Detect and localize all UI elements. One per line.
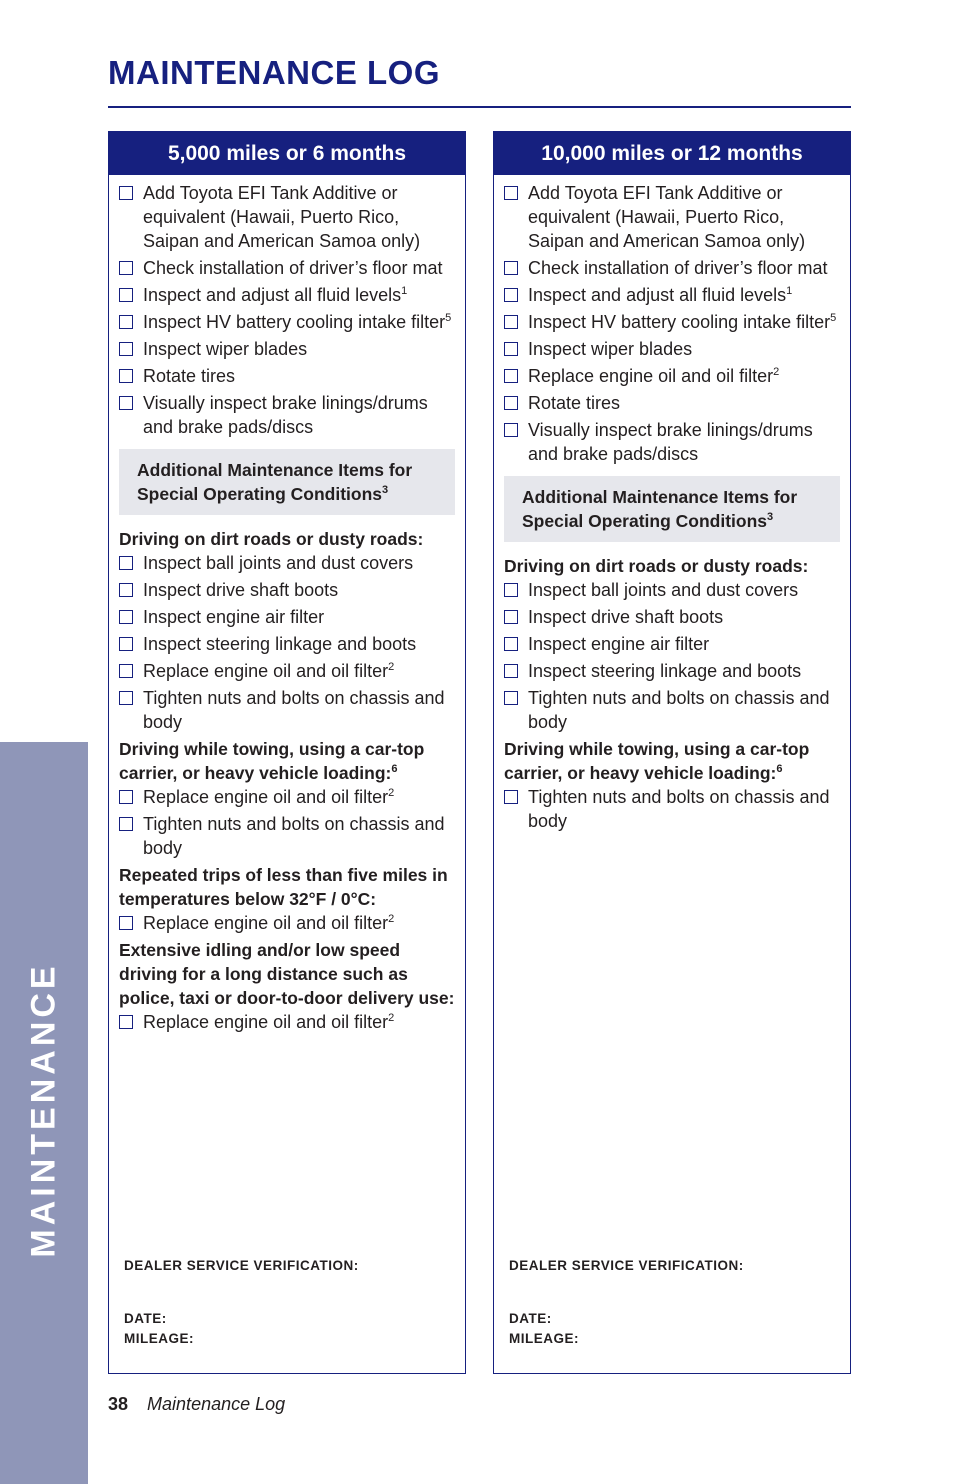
checkbox-square-icon[interactable] [504,288,518,302]
checkbox-square-icon[interactable] [504,369,518,383]
condition-heading-towing [119,737,455,785]
checklist-item [119,181,455,253]
checkbox-square-icon[interactable] [504,186,518,200]
dirt-items-list [504,578,840,734]
maintenance-panel-10000 [493,131,851,1374]
condition-heading-text: Driving while towing, using a car-top carrier, or heavy vehicle loading: [504,739,810,783]
footnote-ref: 2 [388,787,395,799]
checklist-item [504,659,840,683]
checkbox-square-icon[interactable] [119,1015,133,1029]
checkbox-square-icon[interactable] [119,691,133,705]
checklist-item-text: Inspect and adjust all fluid levels$^1$ [143,285,408,305]
dirt-items-list [119,551,455,734]
checkbox-square-icon[interactable] [504,342,518,356]
footnote-ref: 2 [773,366,780,378]
checklist-item [504,578,840,602]
checklist-item [119,364,455,388]
footnote-ref: 6 [776,763,783,776]
footer-title: Maintenance Log [147,1394,286,1414]
footnote-ref: 6 [391,763,398,776]
checklist-item-text: Inspect engine air filter [528,634,710,654]
checklist-item [119,911,455,935]
checklist-item-text: Inspect ball joints and dust covers [143,553,414,573]
checklist-item [504,256,840,280]
checkbox-square-icon[interactable] [504,315,518,329]
checklist-item [119,632,455,656]
regular-items-list [119,181,455,439]
checkbox-square-icon[interactable] [119,186,133,200]
idling-items-list [119,1010,455,1034]
checklist-item-text: Inspect drive shaft boots [143,580,339,600]
verification-label: DEALER SERVICE VERIFICATION: [509,1258,744,1273]
footnote-ref: 3 [382,484,389,497]
panel-body [494,175,850,833]
towing-items-list [119,785,455,860]
checklist-item-text: Tighten nuts and bolts on chassis and body [528,688,830,732]
checklist-item-text: Check installation of driver’s floor mat [528,258,828,278]
checklist-item-text: Inspect engine air filter [143,607,325,627]
footnote-ref: 1 [786,285,793,297]
checklist-item-text: Inspect wiper blades [143,339,308,359]
checkbox-square-icon[interactable] [504,583,518,597]
checklist-item-text: Inspect HV battery cooling intake filter$^5$ [528,312,837,332]
checkbox-square-icon[interactable] [119,288,133,302]
checkbox-square-icon[interactable] [504,691,518,705]
checklist-item-text: Rotate tires [143,366,236,386]
checkbox-square-icon[interactable] [504,423,518,437]
checklist-item-text: Inspect steering linkage and boots [528,661,802,681]
checkbox-square-icon[interactable] [119,261,133,275]
page-footer [108,1394,285,1415]
checklist-item-text: Visually inspect brake linings/drums and brake pads/discs [143,393,428,437]
checklist-item-text: Replace engine oil and oil filter$^2$ [143,913,395,933]
condition-heading-idling: Extensive idling and/or low speed driving for a long distance such as police, taxi or door-to-door delivery use: [119,940,455,1008]
checkbox-square-icon[interactable] [504,664,518,678]
checklist-item [504,605,840,629]
checklist-item [119,283,455,307]
checkbox-square-icon[interactable] [119,369,133,383]
condition-heading-text: Driving while towing, using a car-top carrier, or heavy vehicle loading: [119,739,425,783]
checklist-item [504,283,840,307]
checklist-item-text: Inspect and adjust all fluid levels$^1$ [528,285,793,305]
special-conditions-box [504,476,840,542]
checklist-item [504,364,840,388]
checklist-item [119,785,455,809]
regular-items-list [504,181,840,466]
checklist-item-text: Rotate tires [528,393,621,413]
title-divider [108,106,851,108]
checklist-item-text: Add Toyota EFI Tank Additive or equivalent (Hawaii, Puerto Rico, Saipan and American Samoa only) [143,183,421,251]
checklist-item [504,337,840,361]
special-conditions-title: Additional Maintenance Items for Special Operating Conditions [522,487,798,531]
checklist-item-text: Inspect ball joints and dust covers [528,580,799,600]
page-number: 38 [108,1394,129,1414]
checklist-item-text: Inspect HV battery cooling intake filter$^5$ [143,312,452,332]
checklist-item [119,1010,455,1034]
checklist-item-text: Visually inspect brake linings/drums and brake pads/discs [528,420,813,464]
checklist-item-text: Replace engine oil and oil filter$^2$ [143,661,395,681]
checklist-item-text: Inspect steering linkage and boots [143,634,417,654]
checkbox-square-icon[interactable] [504,610,518,624]
checklist-item-text: Add Toyota EFI Tank Additive or equivalent (Hawaii, Puerto Rico, Saipan and American Samoa only) [528,183,806,251]
cold-items-list [119,911,455,935]
checklist-item [119,391,455,439]
footnote-ref: 2 [388,661,395,673]
checkbox-square-icon[interactable] [119,556,133,570]
checkbox-square-icon[interactable] [504,396,518,410]
special-conditions-box [119,449,455,515]
condition-heading-dirt: Driving on dirt roads or dusty roads: [504,556,809,576]
footnote-ref: 5 [445,312,452,324]
checkbox-square-icon[interactable] [119,610,133,624]
checklist-item-text: Tighten nuts and bolts on chassis and body [528,787,830,831]
checklist-item-text: Replace engine oil and oil filter$^2$ [528,366,780,386]
checklist-item [119,337,455,361]
checkbox-square-icon[interactable] [119,583,133,597]
checklist-item [504,418,840,466]
checklist-item [119,578,455,602]
checklist-item [119,686,455,734]
footnote-ref: 1 [401,285,408,297]
checklist-item [504,391,840,415]
checkbox-square-icon[interactable] [119,637,133,651]
checkbox-square-icon[interactable] [119,790,133,804]
checkbox-square-icon[interactable] [119,664,133,678]
checkbox-square-icon[interactable] [119,342,133,356]
mileage-label: MILEAGE: [124,1331,194,1346]
checklist-item [504,181,840,253]
footnote-ref: 3 [767,511,774,524]
maintenance-panel-5000 [108,131,466,1374]
dealer-verification [509,1256,744,1349]
checklist-item [119,605,455,629]
checklist-item-text: Inspect drive shaft boots [528,607,724,627]
dealer-verification [124,1256,359,1349]
checklist-item [119,659,455,683]
checklist-item-text: Replace engine oil and oil filter$^2$ [143,787,395,807]
checklist-item [119,310,455,334]
checklist-item-text: Check installation of driver’s floor mat [143,258,443,278]
checkbox-square-icon[interactable] [119,817,133,831]
panel-header: 10,000 miles or 12 months [494,132,850,175]
footnote-ref: 5 [830,312,837,324]
panel-header: 5,000 miles or 6 months [109,132,465,175]
checklist-item [119,256,455,280]
checkbox-square-icon[interactable] [504,790,518,804]
checklist-item [504,785,840,833]
checkbox-square-icon[interactable] [119,315,133,329]
checklist-item-text: Tighten nuts and bolts on chassis and body [143,814,445,858]
date-label: DATE: [509,1311,552,1326]
checklist-item [119,551,455,575]
footnote-ref: 2 [388,913,395,925]
verification-label: DEALER SERVICE VERIFICATION: [124,1258,359,1273]
checklist-item-text: Tighten nuts and bolts on chassis and body [143,688,445,732]
checkbox-square-icon[interactable] [504,637,518,651]
sidebar-section-label: MAINTENANCE [24,962,63,1258]
checklist-item-text: Replace engine oil and oil filter$^2$ [143,1012,395,1032]
checklist-item [504,686,840,734]
special-conditions-title: Additional Maintenance Items for Special Operating Conditions [137,460,413,504]
condition-heading-dirt: Driving on dirt roads or dusty roads: [119,529,424,549]
footnote-ref: 2 [388,1012,395,1024]
checklist-item [504,310,840,334]
checklist-item [504,632,840,656]
checklist-item [119,812,455,860]
page-title: MAINTENANCE LOG [108,54,440,91]
mileage-label: MILEAGE: [509,1331,579,1346]
checkbox-square-icon[interactable] [119,916,133,930]
checklist-item-text: Inspect wiper blades [528,339,693,359]
checkbox-square-icon[interactable] [504,261,518,275]
condition-heading-cold: Repeated trips of less than five miles in temperatures below 32°F / 0°C: [119,865,448,909]
checkbox-square-icon[interactable] [119,396,133,410]
panel-body [109,175,465,1034]
towing-items-list [504,785,840,833]
condition-heading-towing [504,737,840,785]
date-label: DATE: [124,1311,167,1326]
